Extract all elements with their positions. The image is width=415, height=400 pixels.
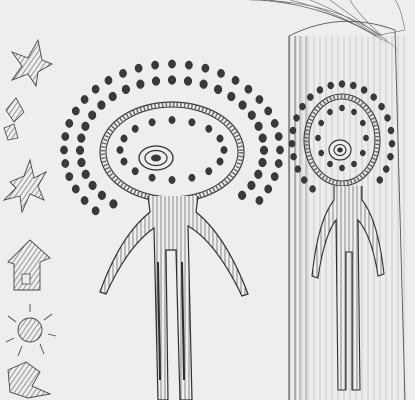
large-halo-inner-dot [189, 174, 195, 181]
large-halo-inner-dot [221, 146, 227, 153]
large-halo-outer-dot [238, 191, 246, 200]
large-halo-outer-dot [82, 170, 90, 179]
large-halo-inner-dot [121, 158, 127, 165]
large-halo-outer-dot [66, 172, 73, 180]
large-halo-inner-dot [117, 146, 123, 153]
large-halo-outer-dot [98, 191, 106, 200]
large-halo-outer-dot [214, 85, 222, 94]
small-halo-outer-dot [387, 153, 393, 160]
small-halo-outer-dot [361, 87, 367, 94]
small-figure-eye [329, 140, 351, 160]
small-halo-outer-dot [290, 127, 296, 134]
large-halo-outer-dot [275, 159, 282, 167]
large-halo-outer-dot [256, 196, 263, 204]
small-halo-outer-dot [383, 166, 389, 173]
small-halo-outer-dot [379, 103, 385, 110]
large-halo-outer-dot [185, 61, 192, 69]
large-halo-outer-dot [82, 122, 90, 131]
large-halo-inner-dot [169, 176, 175, 183]
small-halo-outer-dot [310, 185, 316, 192]
large-halo-outer-dot [88, 111, 96, 120]
large-halo-outer-dot [228, 92, 236, 101]
small-halo-inner-dot [360, 120, 365, 126]
large-halo-outer-dot [89, 181, 97, 190]
large-halo-outer-dot [135, 64, 142, 72]
large-halo-outer-dot [276, 146, 283, 154]
large-halo-outer-dot [168, 76, 176, 85]
large-halo-outer-dot [72, 185, 79, 193]
large-halo-inner-dot [169, 116, 175, 123]
small-halo-inner-dot [319, 150, 324, 156]
large-halo-outer-dot [239, 101, 247, 110]
large-halo-inner-dot [206, 125, 212, 132]
large-halo-outer-dot [137, 80, 145, 89]
large-halo-outer-dot [275, 132, 282, 140]
large-halo-outer-dot [271, 172, 278, 180]
large-halo-outer-dot [122, 85, 130, 94]
large-halo-outer-dot [78, 134, 86, 143]
small-halo-outer-dot [350, 82, 356, 89]
large-halo-outer-dot [232, 76, 239, 84]
large-halo-outer-dot [62, 159, 69, 167]
small-halo-outer-dot [328, 82, 334, 89]
large-halo-outer-dot [98, 101, 106, 110]
small-halo-inner-dot [327, 109, 332, 115]
small-halo-outer-dot [291, 153, 297, 160]
large-halo-inner-dot [217, 158, 223, 165]
large-halo-outer-dot [81, 196, 88, 204]
small-halo-inner-dot [327, 161, 332, 167]
large-halo-outer-dot [92, 85, 99, 93]
small-halo-outer-dot [377, 177, 383, 184]
large-halo-outer-dot [184, 77, 192, 86]
large-halo-outer-dot [78, 158, 86, 167]
small-halo-outer-dot [294, 114, 300, 121]
large-halo-outer-dot [105, 76, 112, 84]
large-halo-outer-dot [259, 158, 267, 167]
large-halo-outer-dot [92, 207, 99, 215]
large-halo-outer-dot [119, 69, 126, 77]
small-halo-inner-dot [351, 161, 356, 167]
large-halo-outer-dot [217, 69, 224, 77]
small-halo-outer-dot [371, 94, 377, 101]
large-halo-outer-dot [260, 146, 268, 155]
large-halo-outer-dot [248, 111, 256, 120]
large-halo-inner-dot [189, 119, 195, 126]
large-halo-outer-dot [66, 119, 73, 127]
large-halo-outer-dot [62, 132, 69, 140]
small-halo-outer-dot [388, 127, 394, 134]
small-halo-outer-dot [385, 114, 391, 121]
small-halo-inner-dot [339, 105, 344, 111]
large-halo-outer-dot [202, 64, 209, 72]
large-halo-outer-dot [265, 107, 272, 115]
large-halo-outer-dot [152, 77, 160, 86]
large-halo-outer-dot [72, 107, 79, 115]
large-halo-outer-dot [109, 92, 117, 101]
small-halo-outer-dot [389, 140, 395, 147]
large-halo-inner-dot [217, 135, 223, 142]
large-figure-eye [139, 146, 173, 170]
large-halo-outer-dot [248, 181, 256, 190]
large-halo-outer-dot [255, 122, 263, 131]
large-halo-outer-dot [254, 170, 262, 179]
small-halo-inner-dot [319, 120, 324, 126]
small-halo-inner-dot [351, 109, 356, 115]
large-halo-outer-dot [265, 185, 272, 193]
small-halo-outer-dot [339, 81, 345, 88]
small-halo-outer-dot [317, 87, 323, 94]
small-halo-inner-dot [360, 150, 365, 156]
large-halo-outer-dot [271, 119, 278, 127]
small-halo-inner-dot [363, 135, 368, 141]
small-halo-outer-dot [307, 94, 313, 101]
large-halo-outer-dot [168, 60, 175, 68]
large-halo-inner-dot [121, 135, 127, 142]
large-halo-outer-dot [152, 61, 159, 69]
large-halo-outer-dot [110, 200, 118, 209]
large-halo-inner-dot [132, 168, 138, 175]
large-halo-outer-dot [81, 95, 88, 103]
large-halo-inner-dot [206, 168, 212, 175]
small-halo-outer-dot [299, 103, 305, 110]
large-halo-outer-dot [60, 146, 67, 154]
large-halo-outer-dot [200, 80, 208, 89]
large-halo-outer-dot [259, 134, 267, 143]
small-halo-inner-dot [339, 165, 344, 171]
small-halo-outer-dot [301, 177, 307, 184]
large-halo-outer-dot [256, 95, 263, 103]
large-halo-inner-dot [132, 125, 138, 132]
small-halo-outer-dot [295, 166, 301, 173]
large-halo-outer-dot [245, 85, 252, 93]
large-halo-inner-dot [149, 119, 155, 126]
large-halo-outer-dot [76, 146, 84, 155]
small-halo-outer-dot [289, 140, 295, 147]
large-halo-inner-dot [149, 174, 155, 181]
small-halo-inner-dot [315, 135, 320, 141]
